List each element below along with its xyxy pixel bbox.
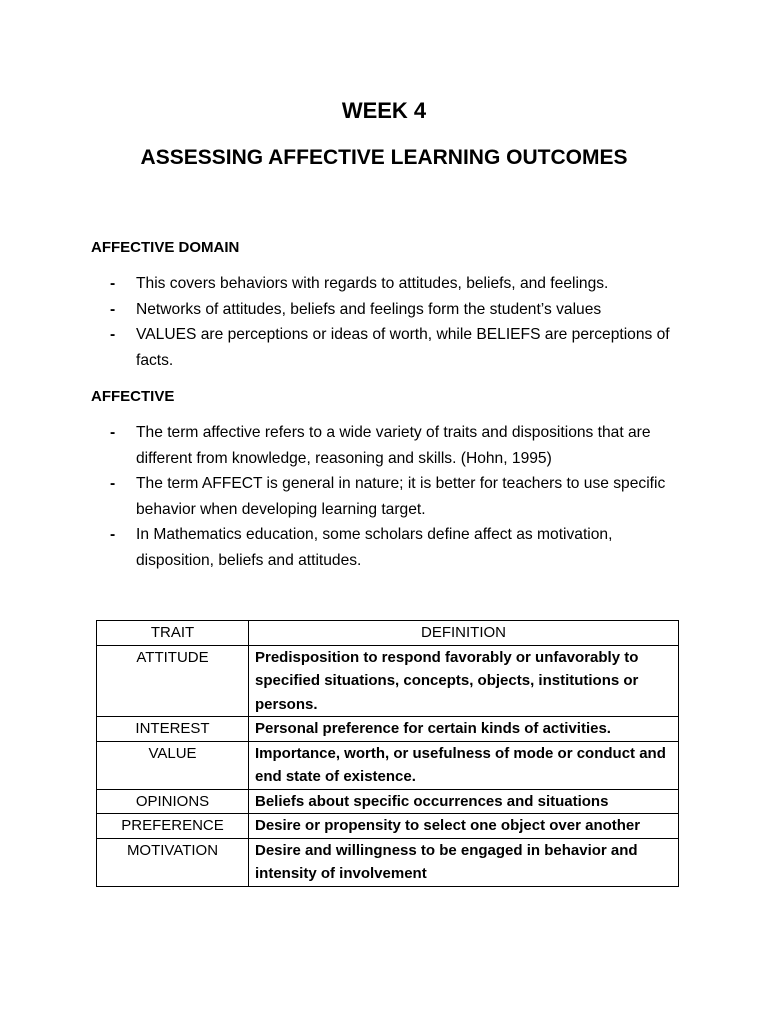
definition-cell: Personal preference for certain kinds of activities. xyxy=(249,717,679,742)
table-row xyxy=(97,741,679,789)
table-row xyxy=(97,814,679,839)
dash-bullet-icon: - xyxy=(110,326,116,343)
table-row xyxy=(97,789,679,814)
bullet-item xyxy=(110,271,690,297)
bullet-text: The term affective refers to a wide variety of traits and dispositions that are different from knowledge, reasoning and skills. (Hohn, 1995) xyxy=(136,424,651,467)
bullet-text: Networks of attitudes, beliefs and feelings form the student’s values xyxy=(136,300,602,318)
definition-cell: Beliefs about specific occurrences and situations xyxy=(249,789,679,814)
trait-cell: OPINIONS xyxy=(97,789,249,814)
bullet-text: In Mathematics education, some scholars define affect as motivation, disposition, beliefs and attitudes. xyxy=(136,526,613,569)
definition-cell: Importance, worth, or usefulness of mode or conduct and end state of existence. xyxy=(249,741,679,789)
dash-bullet-icon: - xyxy=(110,526,116,543)
bullet-text: The term AFFECT is general in nature; it is better for teachers to use specific behavior when developing learning target. xyxy=(136,475,666,518)
dash-bullet-icon: - xyxy=(110,424,116,441)
definition-cell: Predisposition to respond favorably or unfavorably to specified situations, concepts, objects, institutions or persons. xyxy=(249,645,679,717)
week-title: WEEK 4 xyxy=(341,98,427,123)
dash-bullet-icon: - xyxy=(110,300,116,318)
section-heading-affective-domain: AFFECTIVE DOMAIN xyxy=(91,239,240,256)
trait-cell: ATTITUDE xyxy=(97,645,249,717)
trait-cell: MOTIVATION xyxy=(97,838,249,886)
bullet-item xyxy=(110,297,690,323)
bullet-item xyxy=(110,522,690,573)
bullet-text: This covers behaviors with regards to attitudes, beliefs, and feelings. xyxy=(136,275,609,292)
table-row xyxy=(97,645,679,717)
bullet-text: VALUES are perceptions or ideas of worth, while BELIEFS are perceptions of facts. xyxy=(136,326,670,369)
column-header-trait: TRAIT xyxy=(97,621,249,646)
trait-cell: VALUE xyxy=(97,741,249,789)
trait-definition-table xyxy=(96,620,679,887)
trait-cell: PREFERENCE xyxy=(97,814,249,839)
bullet-item xyxy=(110,420,690,471)
bullet-item xyxy=(110,322,690,373)
table-row xyxy=(97,838,679,886)
affective-bullet-list xyxy=(110,420,690,573)
table-header-row xyxy=(97,621,679,646)
trait-cell: INTEREST xyxy=(97,717,249,742)
table-row xyxy=(97,717,679,742)
affective-domain-bullet-list xyxy=(110,271,690,373)
bullet-item xyxy=(110,471,690,522)
definition-cell: Desire and willingness to be engaged in behavior and intensity of involvement xyxy=(249,838,679,886)
section-heading-affective: AFFECTIVE xyxy=(91,388,175,405)
dash-bullet-icon: - xyxy=(110,475,116,492)
page-title: ASSESSING AFFECTIVE LEARNING OUTCOMES xyxy=(140,146,628,169)
column-header-definition: DEFINITION xyxy=(249,621,679,646)
definition-cell: Desire or propensity to select one object over another xyxy=(249,814,679,839)
dash-bullet-icon: - xyxy=(110,275,116,292)
